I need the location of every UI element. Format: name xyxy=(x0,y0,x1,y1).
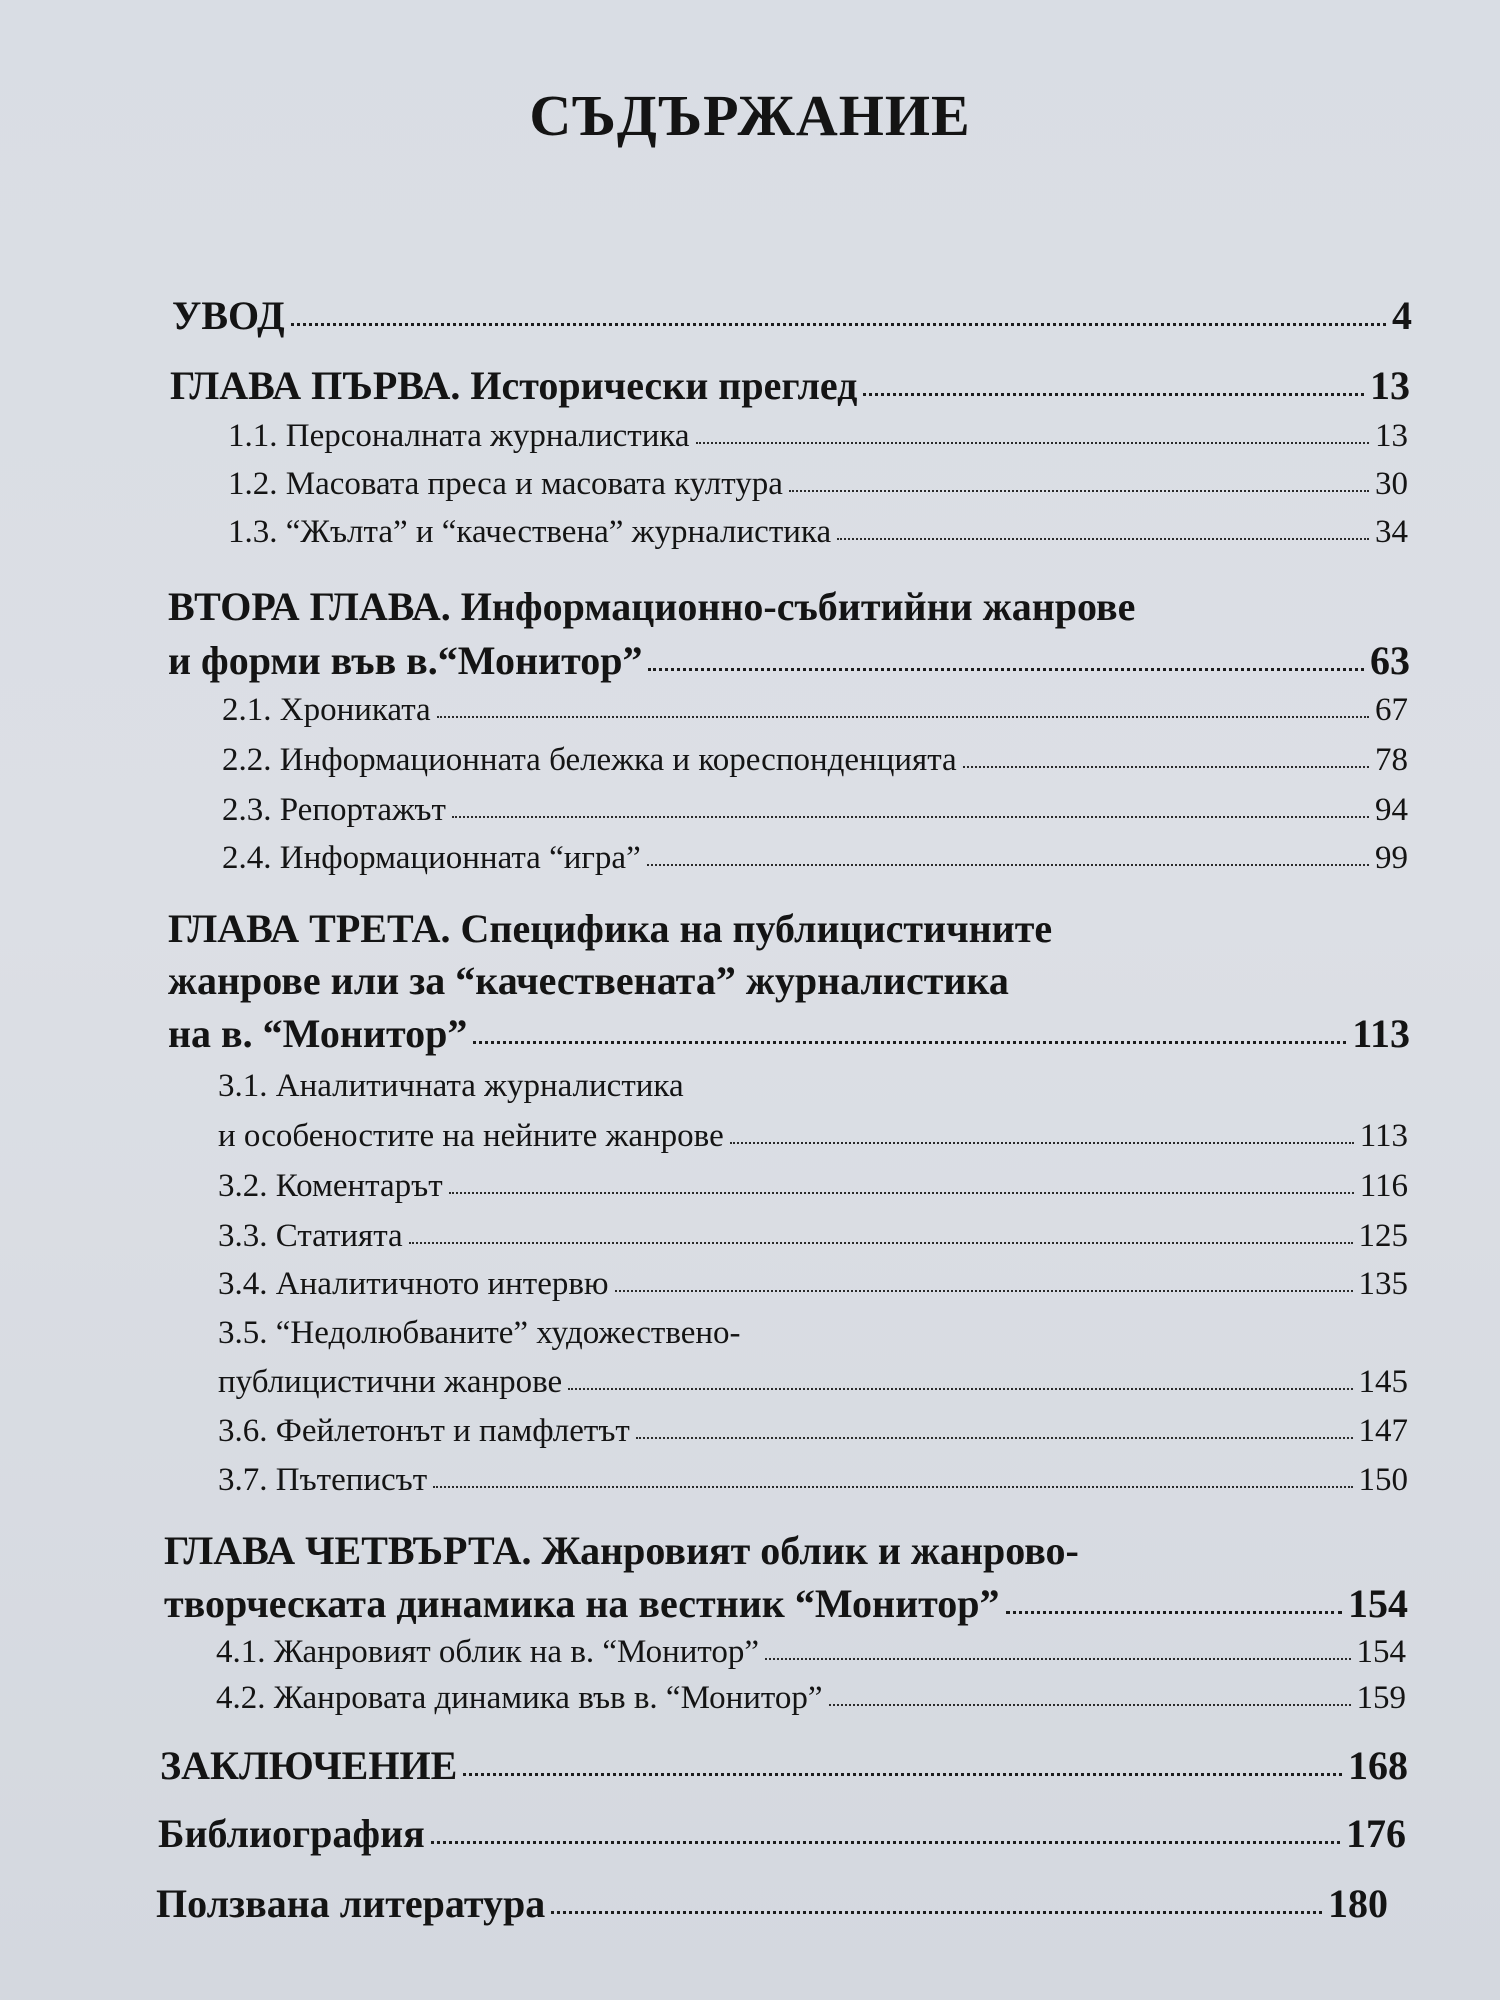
toc-page-number: 135 xyxy=(1358,1266,1408,1302)
dot-leader xyxy=(789,490,1369,492)
toc-entry-2-2[interactable] xyxy=(222,742,1408,779)
toc-entry-title: 3.4. Аналитичното интервю xyxy=(218,1266,609,1302)
toc-page-number: 154 xyxy=(1356,1634,1406,1670)
toc-entry-title: 4.2. Жанровата динамика във в. “Монитор” xyxy=(216,1680,823,1716)
toc-entry-chapter-3[interactable] xyxy=(168,1010,1410,1057)
toc-page-number: 113 xyxy=(1359,1118,1408,1154)
toc-chapter-3-heading-line-1: ГЛАВА ТРЕТА. Специфика на публицистичните xyxy=(168,906,1053,951)
dot-leader xyxy=(863,393,1364,396)
dot-leader xyxy=(437,716,1369,718)
toc-page-number: 116 xyxy=(1359,1168,1408,1204)
toc-entry-title: 2.3. Репортажът xyxy=(222,792,446,828)
toc-entry-3-4[interactable] xyxy=(218,1266,1408,1303)
dot-leader xyxy=(837,538,1369,540)
toc-page-number: 13 xyxy=(1375,418,1408,454)
toc-entry-title: и форми във в.“Монитор” xyxy=(168,638,643,683)
dot-leader xyxy=(696,442,1369,444)
dot-leader xyxy=(473,1041,1346,1044)
toc-page-number: 78 xyxy=(1375,742,1408,778)
toc-entry-4-2[interactable] xyxy=(216,1680,1406,1717)
toc-page-number: 63 xyxy=(1370,638,1410,683)
dot-leader xyxy=(291,323,1386,326)
toc-entry-title: 4.1. Жанровият облик на в. “Монитор” xyxy=(216,1634,760,1670)
toc-page-number: 176 xyxy=(1346,1811,1406,1856)
toc-entry-3-1[interactable] xyxy=(218,1118,1408,1155)
dot-leader xyxy=(765,1658,1350,1660)
toc-entry-3-1-line: 3.1. Аналитичната журналистика xyxy=(218,1068,684,1104)
toc-chapter-2-heading-line: ВТОРА ГЛАВА. Информационно-събитийни жанрове xyxy=(168,584,1136,629)
toc-entry-title: 1.3. “Жълта” и “качествена” журналистика xyxy=(228,514,832,550)
toc-entry-literature[interactable] xyxy=(156,1880,1388,1927)
dot-leader xyxy=(963,766,1369,768)
dot-leader xyxy=(449,1192,1354,1194)
toc-page-number: 147 xyxy=(1358,1413,1408,1449)
toc-entry-title: творческата динамика на вестник “Монитор” xyxy=(164,1581,1000,1626)
dot-leader xyxy=(636,1437,1353,1439)
toc-entry-title: 2.4. Информационната “игра” xyxy=(222,840,641,876)
toc-entry-title: 1.1. Персоналната журналистика xyxy=(228,418,690,454)
toc-page-number: 4 xyxy=(1392,293,1412,338)
toc-entry-title: и особеностите на нейните жанрове xyxy=(218,1118,724,1154)
toc-entry-chapter-1[interactable] xyxy=(170,362,1410,409)
toc-entry-bibliography[interactable] xyxy=(158,1810,1406,1857)
toc-entry-title: Библиография xyxy=(158,1811,425,1856)
toc-page-number: 30 xyxy=(1375,466,1408,502)
toc-entry-2-4[interactable] xyxy=(222,840,1408,877)
dot-leader xyxy=(463,1773,1342,1776)
toc-page-number: 113 xyxy=(1352,1011,1410,1056)
toc-page-number: 67 xyxy=(1375,692,1408,728)
toc-chapter-3-heading-line-2: жанрове или за “качествената” журналистика xyxy=(168,958,1009,1003)
dot-leader xyxy=(648,668,1364,671)
toc-page-number: 145 xyxy=(1358,1364,1408,1400)
toc-page-number: 94 xyxy=(1375,792,1408,828)
toc-entry-title: 3.3. Статията xyxy=(218,1218,403,1254)
toc-entry-3-5-line: 3.5. “Недолюбваните” художествено- xyxy=(218,1315,741,1351)
toc-page-number: 180 xyxy=(1328,1881,1388,1926)
toc-page-number: 13 xyxy=(1370,363,1410,408)
toc-entry-title: ГЛАВА ПЪРВА. Исторически преглед xyxy=(170,363,858,408)
toc-page-number: 150 xyxy=(1358,1462,1408,1498)
toc-entry-4-1[interactable] xyxy=(216,1634,1406,1671)
toc-page-number: 154 xyxy=(1348,1581,1408,1626)
dot-leader xyxy=(452,816,1369,818)
dot-leader xyxy=(1006,1611,1342,1614)
dot-leader xyxy=(431,1841,1340,1844)
toc-page-number: 159 xyxy=(1356,1680,1406,1716)
dot-leader xyxy=(730,1142,1354,1144)
toc-entry-title: ЗАКЛЮЧЕНИЕ xyxy=(160,1743,458,1788)
toc-entry-1-1[interactable] xyxy=(228,418,1408,455)
toc-entry-chapter-2[interactable] xyxy=(168,637,1410,684)
dot-leader xyxy=(433,1486,1352,1488)
toc-entry-title: на в. “Монитор” xyxy=(168,1011,468,1056)
toc-entry-1-2[interactable] xyxy=(228,466,1408,503)
toc-page-number: 125 xyxy=(1358,1218,1408,1254)
toc-entry-chapter-4[interactable] xyxy=(164,1580,1408,1627)
toc-entry-title: Ползвана литература xyxy=(156,1881,546,1926)
toc-entry-title: 2.2. Информационната бележка и кореспонденцията xyxy=(222,742,957,778)
toc-entry-3-2[interactable] xyxy=(218,1168,1408,1205)
page-title: СЪДЪРЖАНИЕ xyxy=(529,83,971,148)
toc-chapter-4-heading-line: ГЛАВА ЧЕТВЪРТА. Жанровият облик и жанрово- xyxy=(164,1528,1079,1573)
toc-page-number: 34 xyxy=(1375,514,1408,550)
toc-entry-1-3[interactable] xyxy=(228,514,1408,551)
toc-entry-3-5[interactable] xyxy=(218,1364,1408,1401)
toc-entry-3-3[interactable] xyxy=(218,1218,1408,1255)
toc-entry-title: публицистични жанрове xyxy=(218,1364,563,1400)
toc-entry-2-3[interactable] xyxy=(222,792,1408,829)
dot-leader xyxy=(568,1388,1352,1390)
toc-entry-2-1[interactable] xyxy=(222,692,1408,729)
toc-entry-title: 3.7. Пътеписът xyxy=(218,1462,428,1498)
toc-entry-title: 3.2. Коментарът xyxy=(218,1168,443,1204)
dot-leader xyxy=(409,1242,1353,1244)
toc-entry-uvod[interactable] xyxy=(172,292,1412,339)
toc-entry-conclusion[interactable] xyxy=(160,1742,1408,1789)
dot-leader xyxy=(551,1911,1322,1914)
dot-leader xyxy=(647,864,1369,866)
dot-leader xyxy=(829,1704,1351,1706)
dot-leader xyxy=(615,1290,1353,1292)
toc-entry-title: УВОД xyxy=(172,293,285,338)
toc-entry-title: 3.6. Фейлетонът и памфлетът xyxy=(218,1413,630,1449)
toc-entry-title: 2.1. Хрониката xyxy=(222,692,431,728)
toc-entry-3-7[interactable] xyxy=(218,1462,1408,1499)
toc-page-number: 99 xyxy=(1375,840,1408,876)
toc-entry-3-6[interactable] xyxy=(218,1413,1408,1450)
toc-entry-title: 1.2. Масовата преса и масовата култура xyxy=(228,466,783,502)
toc-page-number: 168 xyxy=(1348,1743,1408,1788)
